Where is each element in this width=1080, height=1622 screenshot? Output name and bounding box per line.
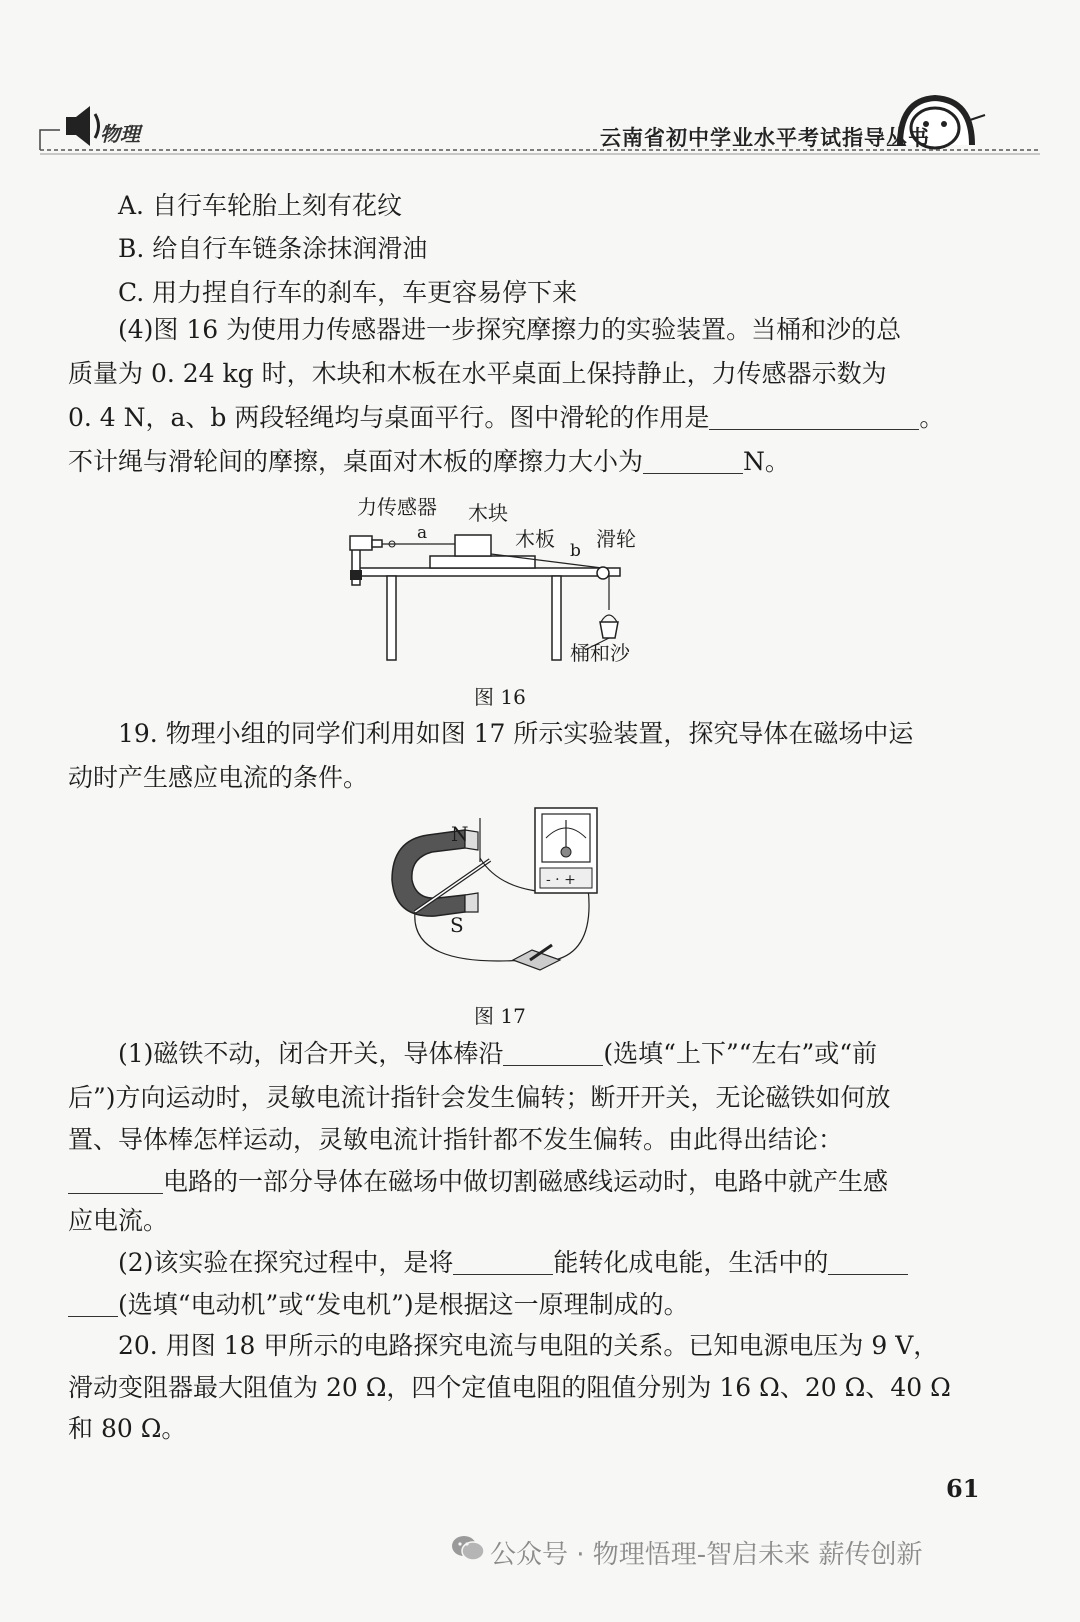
fig16-label-board: 木板 [515, 527, 555, 551]
q19-1-line1-text-b: (选填“上下”“左右”或“前 [603, 1039, 878, 1068]
option-b: B. 给自行车链条涂抹润滑油 [118, 234, 428, 263]
fig17-caption: 图 17 [474, 1004, 526, 1028]
q18-4-line1: (4)图 16 为使用力传感器进一步探究摩擦力的实验装置。当桶和沙的总 [118, 315, 902, 344]
table-leg-left [387, 576, 396, 660]
force-sensor [350, 536, 372, 550]
circuit-condition-blank[interactable] [68, 1167, 163, 1194]
q19-1-line3: 置、导体棒怎样运动，灵敏电流计指针都不发生偏转。由此得出结论： [68, 1125, 844, 1154]
fig16-label-b: b [570, 541, 581, 561]
q19-2-line1-text-a: (2)该实验在探究过程中，是将 [118, 1248, 454, 1277]
q19-line2: 动时产生感应电流的条件。 [68, 763, 369, 792]
bucket-with-sand [600, 622, 618, 638]
q18-4-line4 [68, 440, 790, 483]
fig17-label-n: N [451, 822, 469, 846]
friction-force-blank[interactable] [643, 447, 743, 474]
q19-2-line1-text-b: 能转化成电能，生活中的 [553, 1248, 829, 1277]
q18-4-line4-text: 不计绳与滑轮间的摩擦，桌面对木板的摩擦力大小为 [68, 447, 644, 476]
figure-17-induction-apparatus [380, 800, 620, 990]
device-blank-part2[interactable] [68, 1290, 118, 1317]
q19-2-line2 [68, 1283, 689, 1326]
q19-1-line2: 后”)方向运动时，灵敏电流计指针会发生偏转；断开开关，无论磁铁如何放 [68, 1083, 891, 1112]
q19-1-line5: 应电流。 [68, 1206, 169, 1235]
header-subject: 物理 [100, 122, 140, 146]
pulley-function-blank[interactable] [709, 403, 919, 430]
fig16-label-bucket: 桶和沙 [570, 641, 630, 665]
q19-1-line1 [118, 1032, 877, 1075]
watermark-text: 公众号 · 物理悟理-智启未来 薪传创新 [490, 1540, 923, 1570]
q18-4-line3 [68, 396, 944, 439]
header-series-title: 云南省初中学业水平考试指导丛书 [600, 126, 930, 150]
q19-2-line2-text: (选填“电动机”或“发电机”)是根据这一原理制成的。 [118, 1290, 689, 1319]
fig16-label-block: 木块 [468, 501, 508, 525]
q19-1-line4-text: 电路的一部分导体在磁场中做切割磁感线运动时，电路中就产生感 [163, 1167, 889, 1196]
q19-line1: 19. 物理小组的同学们利用如图 17 所示实验装置，探究导体在磁场中运 [118, 719, 914, 748]
page-number: 61 [946, 1474, 980, 1503]
speaker-icon [66, 106, 99, 146]
q18-4-line3-text: 0. 4 N，a、b 两段轻绳均与桌面平行。图中滑轮的作用是 [68, 403, 710, 432]
fig16-caption: 图 16 [474, 685, 526, 709]
q18-4-line4-end: N。 [743, 447, 790, 476]
q20-line2: 滑动变阻器最大阻值为 20 Ω，四个定值电阻的阻值分别为 16 Ω、20 Ω、40 Ω [68, 1373, 951, 1402]
q19-2-line1 [118, 1241, 908, 1284]
pulley [597, 567, 609, 579]
q19-1-line1-text-a: (1)磁铁不动，闭合开关，导体棒沿 [118, 1039, 504, 1068]
energy-form-blank[interactable] [453, 1248, 553, 1275]
table-leg-right [552, 576, 561, 660]
q18-4-line3-end: 。 [919, 403, 945, 432]
fig16-label-pulley: 滑轮 [596, 527, 636, 551]
q19-1-line4 [68, 1160, 888, 1203]
switch [513, 945, 560, 970]
table-top [355, 568, 620, 576]
wooden-block [455, 535, 491, 556]
header-banner [0, 0, 1080, 180]
fig16-label-a: a [417, 523, 428, 543]
q18-4-line2: 质量为 0. 24 kg 时，木块和木板在水平桌面上保持静止，力传感器示数为 [68, 359, 887, 388]
wechat-icon [450, 1532, 486, 1564]
motion-direction-blank[interactable] [503, 1039, 603, 1066]
device-blank-part1[interactable] [828, 1248, 908, 1275]
fig16-label-sensor: 力传感器 [357, 495, 437, 519]
q20-line3: 和 80 Ω。 [68, 1414, 187, 1443]
fig17-label-s: S [450, 913, 464, 937]
svg-text:- · +: - · + [546, 872, 576, 888]
option-c: C. 用力捏自行车的刹车，车更容易停下来 [118, 278, 578, 307]
option-a: A. 自行车轮胎上刻有花纹 [118, 191, 402, 220]
q20-line1: 20. 用图 18 甲所示的电路探究电流与电阻的关系。已知电源电压为 9 V， [118, 1331, 939, 1360]
